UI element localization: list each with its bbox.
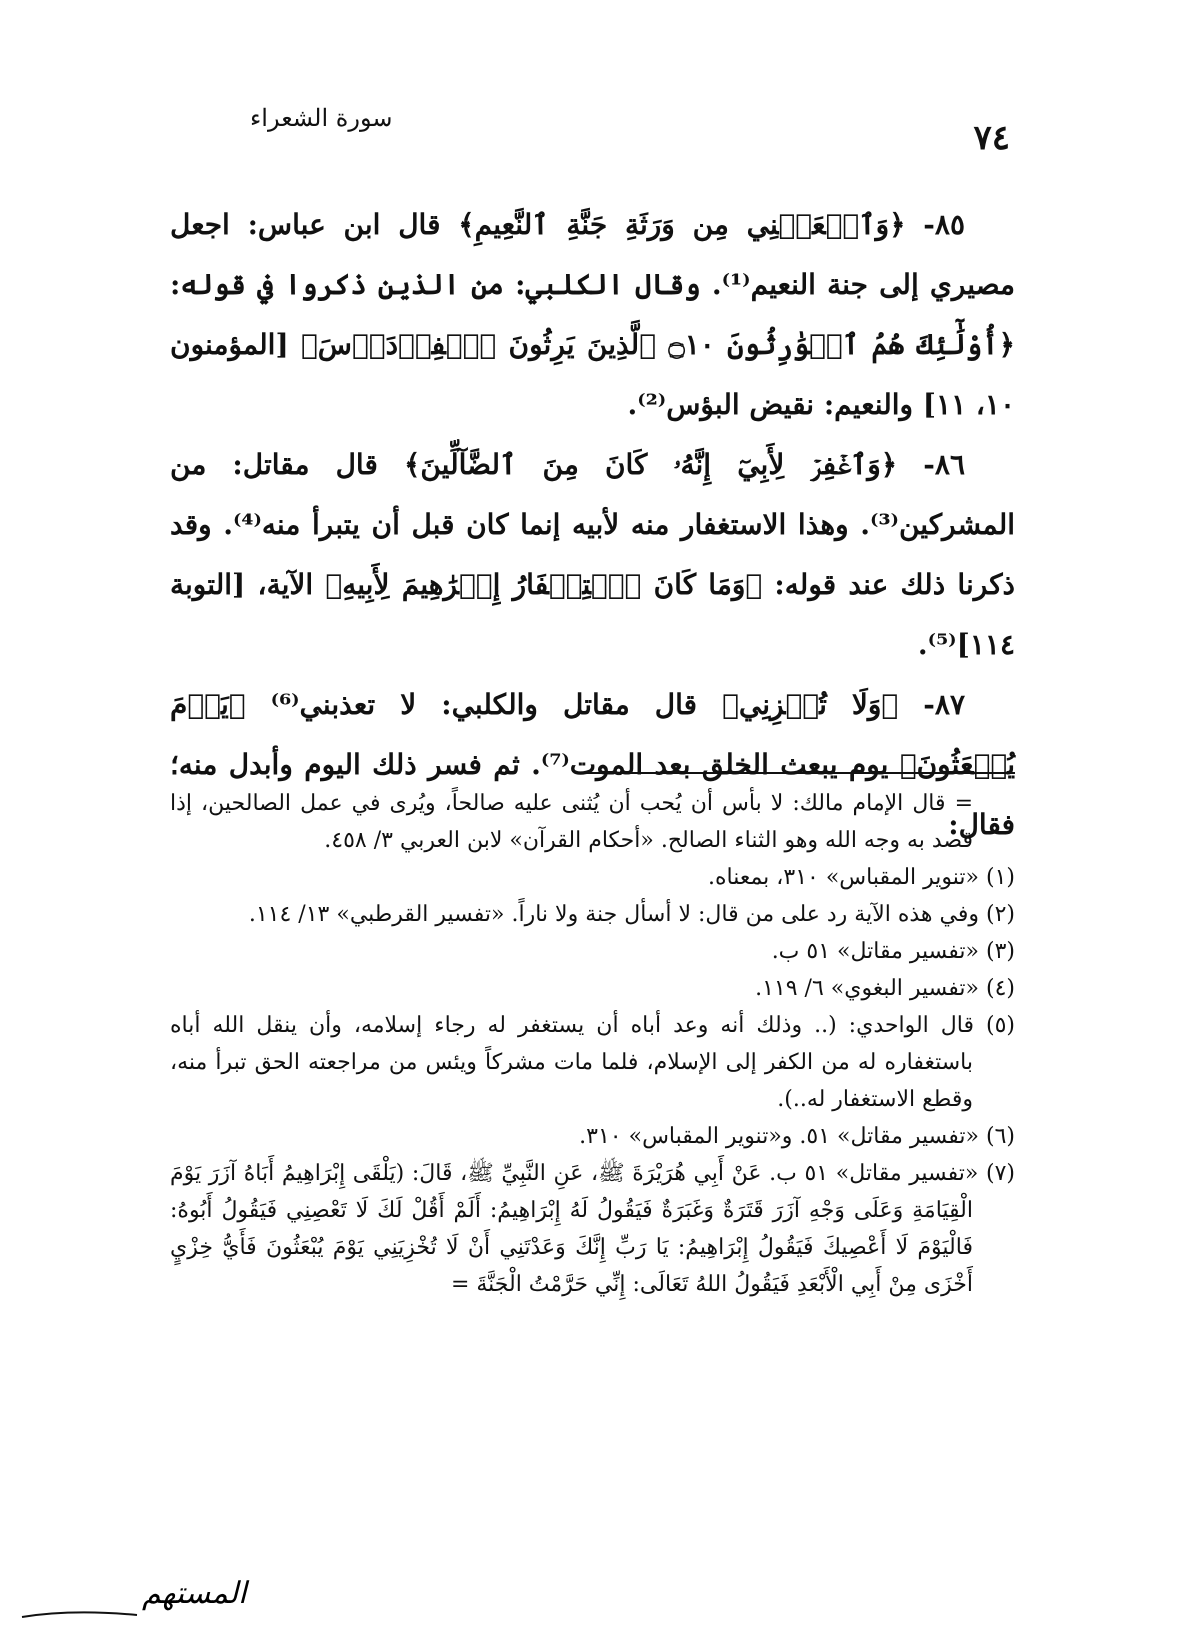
footnote-continuation: = قال الإمام مالك: لا بأس أن يُحب أن يُثنى عليه صالحاً، ويُرى في عمل الصالحين، إذا قصد به وجه الله وهو الثناء الصالح. «أحكام القرآن» لابن العربي ٣/ ٤٥٨. [170,791,973,853]
footnote-divider [580,772,1015,774]
footnote-2: (٢) وفي هذه الآية رد على من قال: لا أسأل جنة ولا ناراً. «تفسير القرطبي» ١٣/ ١١٤. [248,902,1015,927]
page-number: ٧٤ [973,118,1010,158]
page-header [250,100,1010,160]
surah-name: سورة الشعراء [250,104,393,132]
watermark-logo [12,1555,247,1635]
footnote-3: (٣) «تفسير مقاتل» ٥١ ب. [771,939,1015,964]
watermark-underline [22,1612,137,1617]
verse-85-paragraph: ٨٥- ﴿وَٱجۡعَلۡنِي مِن وَرَثَةِ جَنَّةِ ٱلنَّعِيمِ﴾ قال ابن عباس: اجعل مصيري إلى جنة النعيم⁽¹⁾. وقال الكلبي: من الذين ذكروا في قوله: ﴿أُوْلَٰٓئِكَ هُمُ ٱلۡوَٰرِثُونَ ۝١٠ ٱلَّذِينَ يَرِثُونَ ٱلۡفِرۡدَوۡسَ﴾ [المؤمنون ١٠، ١١] والنعيم: نقيض البؤس⁽²⁾. [170,208,1015,421]
footnote-6: (٦) «تفسير مقاتل» ٥١. و«تنوير المقباس» ٣١٠. [579,1124,1015,1149]
verse-86-paragraph: ٨٦- ﴿وَٱغۡفِرۡ لِأَبِيٓ إِنَّهُۥ كَانَ مِنَ ٱلضَّآلِّينَ﴾ قال مقاتل: من المشركين⁽³⁾. وهذا الاستغفار منه لأبيه إنما كان قبل أن يتبرأ منه⁽⁴⁾. وقد ذكرنا ذلك عند قوله: ﴿وَمَا كَانَ ٱسۡتِغۡفَارُ إِبۡرَٰهِيمَ لِأَبِيهِ﴾ الآية، [التوبة ١١٤]⁽⁵⁾. [170,448,1015,661]
main-text [170,195,1015,855]
footnote-7: (٧) «تفسير مقاتل» ٥١ ب. عَنْ أَبِي هُرَيْرَةَ ﷺ، عَنِ النَّبِيِّ ﷺ، قَالَ: (يَلْقَى إِبْرَاهِيمُ أَبَاهُ آزَرَ يَوْمَ الْقِيَامَةِ وَعَلَى وَجْهِ آزَرَ قَتَرَةٌ وَغَبَرَةٌ فَيَقُولُ لَهُ إِبْرَاهِيمُ: أَلَمْ أَقُلْ لَكَ لَا تَعْصِنِي فَيَقُولُ أَبُوهُ: فَالْيَوْمَ لَا أَعْصِيكَ فَيَقُولُ إِبْرَاهِيمُ: يَا رَبِّ إِنَّكَ وَعَدْتَنِي أَنْ لَا تُخْزِيَنِي يَوْمَ يُبْعَثُونَ فَأَيُّ خِزْيٍ أَخْزَى مِنْ أَبِي الْأَبْعَدِ فَيَقُولُ اللهُ تَعَالَى: إِنِّي حَرَّمْتُ الْجَنَّةَ = [170,1161,1015,1297]
footnote-1: (١) «تنوير المقباس» ٣١٠، بمعناه. [707,865,1015,890]
footnote-4: (٤) «تفسير البغوي» ٦/ ١١٩. [755,976,1015,1001]
footnote-5: (٥) قال الواحدي: (.. وذلك أنه وعد أباه أن يستغفر له رجاء إسلامه، وأن ينقل الله أباه باستغفاره له من الكفر إلى الإسلام، فلما مات مشركاً ويئس من مراجعته الحق تبرأ منه، وقطع الاستغفار له..). [170,1013,1015,1112]
verse-87-paragraph: ٨٧- ﴿وَلَا تُخۡزِنِي﴾ قال مقاتل والكلبي: لا تعذبني⁽⁶⁾ ﴿يَوۡمَ يُبۡعَثُونَ﴾ يوم يبعث الخلق بعد الموت⁽⁷⁾. ثم فسر ذلك اليوم وأبدل منه؛ فقال: [170,688,1016,841]
watermark-text: المستهم [142,1576,247,1611]
footnotes [170,785,1015,1303]
